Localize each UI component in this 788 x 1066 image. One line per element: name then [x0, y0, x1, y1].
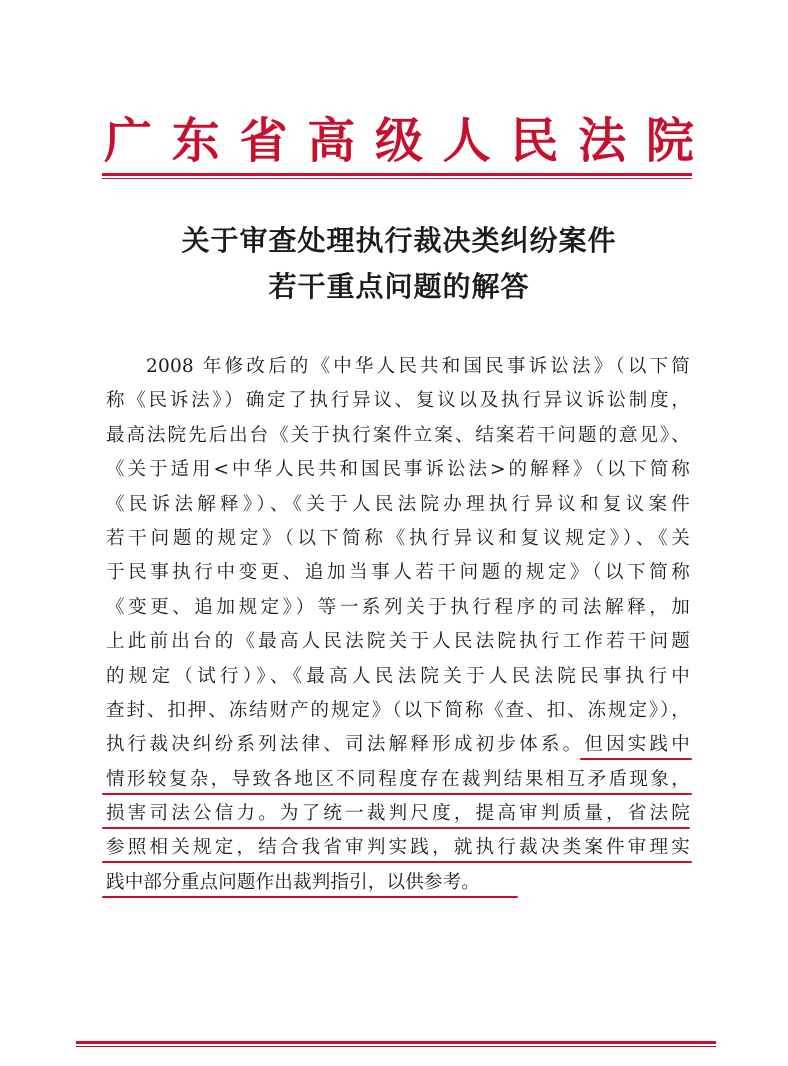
highlight-underline: [102, 896, 518, 898]
body-line-text: 称《民诉法》）确定了执行异议、复议以及执行异议诉讼制度，: [106, 390, 690, 412]
body-line-text: 若干问题的规定》（以下简称《执行异议和复议规定》）、《关: [106, 527, 690, 549]
letterhead-char: 高: [307, 113, 356, 169]
body-line: [106, 763, 690, 797]
highlight-underline: [102, 793, 692, 795]
body-line: [106, 831, 690, 865]
body-line: [106, 625, 690, 659]
letterhead-char: 级: [374, 113, 423, 169]
title-line-1: 关于审查处理执行裁决类纠纷案件: [181, 224, 617, 257]
letterhead-char: 省: [239, 113, 288, 169]
footer-red-rule-thin: [76, 1046, 716, 1047]
body-line: [106, 866, 690, 900]
body-line-text: 查封、扣押、冻结财产的规定》（以下简称《查、扣、冻规定》），: [106, 699, 690, 721]
body-line-text: 参照相关规定，结合我省审判实践，就执行裁决类案件审理实: [106, 837, 690, 859]
highlight-underline: [102, 827, 690, 829]
body-line: [106, 488, 690, 522]
letterhead-char: 法: [578, 113, 627, 169]
body-line: [106, 419, 690, 453]
body-line-text: 最高法院先后出台《关于执行案件立案、结案若干问题的意见》、: [106, 424, 690, 446]
body-line: [106, 694, 690, 728]
body-line-text: 《关于适用<中华人民共和国民事诉讼法>的解释》（以下简称: [106, 459, 690, 481]
body-line-text: 于民事执行中变更、追加当事人若干问题的规定》（以下简称: [106, 562, 690, 584]
body-line: [106, 591, 690, 625]
body-line-text: 《民诉法解释》）、《关于人民法院办理执行异议和复议案件: [106, 493, 690, 515]
letterhead-char: 人: [442, 113, 491, 169]
letterhead-red-rule: [102, 173, 692, 176]
body-line-text: 情形较复杂，导致各地区不同程度存在裁判结果相互矛盾现象，: [106, 768, 690, 790]
body-line-text: 践中部分重点问题作出裁判指引，以供参考。: [106, 871, 481, 893]
letterhead-red-rule-thin: [102, 178, 692, 179]
body-line: [106, 350, 690, 384]
body-line-text: 上此前出台的《最高人民法院关于人民法院执行工作若干问题: [106, 631, 690, 653]
title-line-2: 若干重点问题的解答: [268, 270, 530, 303]
body-line-text: 执行裁决纠纷系列法律、司法解释形成初步体系。但因实践中: [106, 734, 690, 756]
document-title: [100, 218, 698, 310]
body-line-text: 的规定（试行）》、《最高人民法院关于人民法院民事执行中: [106, 665, 690, 687]
body-paragraph: [106, 350, 690, 900]
body-line: [106, 556, 690, 590]
body-line-text: 损害司法公信力。为了统一裁判尺度，提高审判质量，省法院: [106, 803, 690, 825]
body-line: [106, 797, 690, 831]
body-line: [106, 522, 690, 556]
body-line-text: 2008 年修改后的《中华人民共和国民事诉讼法》（以下简: [146, 356, 690, 377]
body-line: [106, 660, 690, 694]
highlight-underline: [580, 758, 692, 760]
letterhead-char: 民: [510, 113, 559, 169]
body-line: [106, 453, 690, 487]
body-line-text: 《变更、追加规定》）等一系列关于执行程序的司法解释，加: [106, 596, 690, 618]
footer-red-rule: [76, 1041, 716, 1044]
body-line: [106, 384, 690, 418]
letterhead-char: 院: [645, 113, 694, 169]
court-letterhead: [104, 108, 694, 174]
body-line: [106, 728, 690, 762]
letterhead-char: 东: [171, 113, 220, 169]
letterhead-char: 广: [104, 113, 153, 169]
